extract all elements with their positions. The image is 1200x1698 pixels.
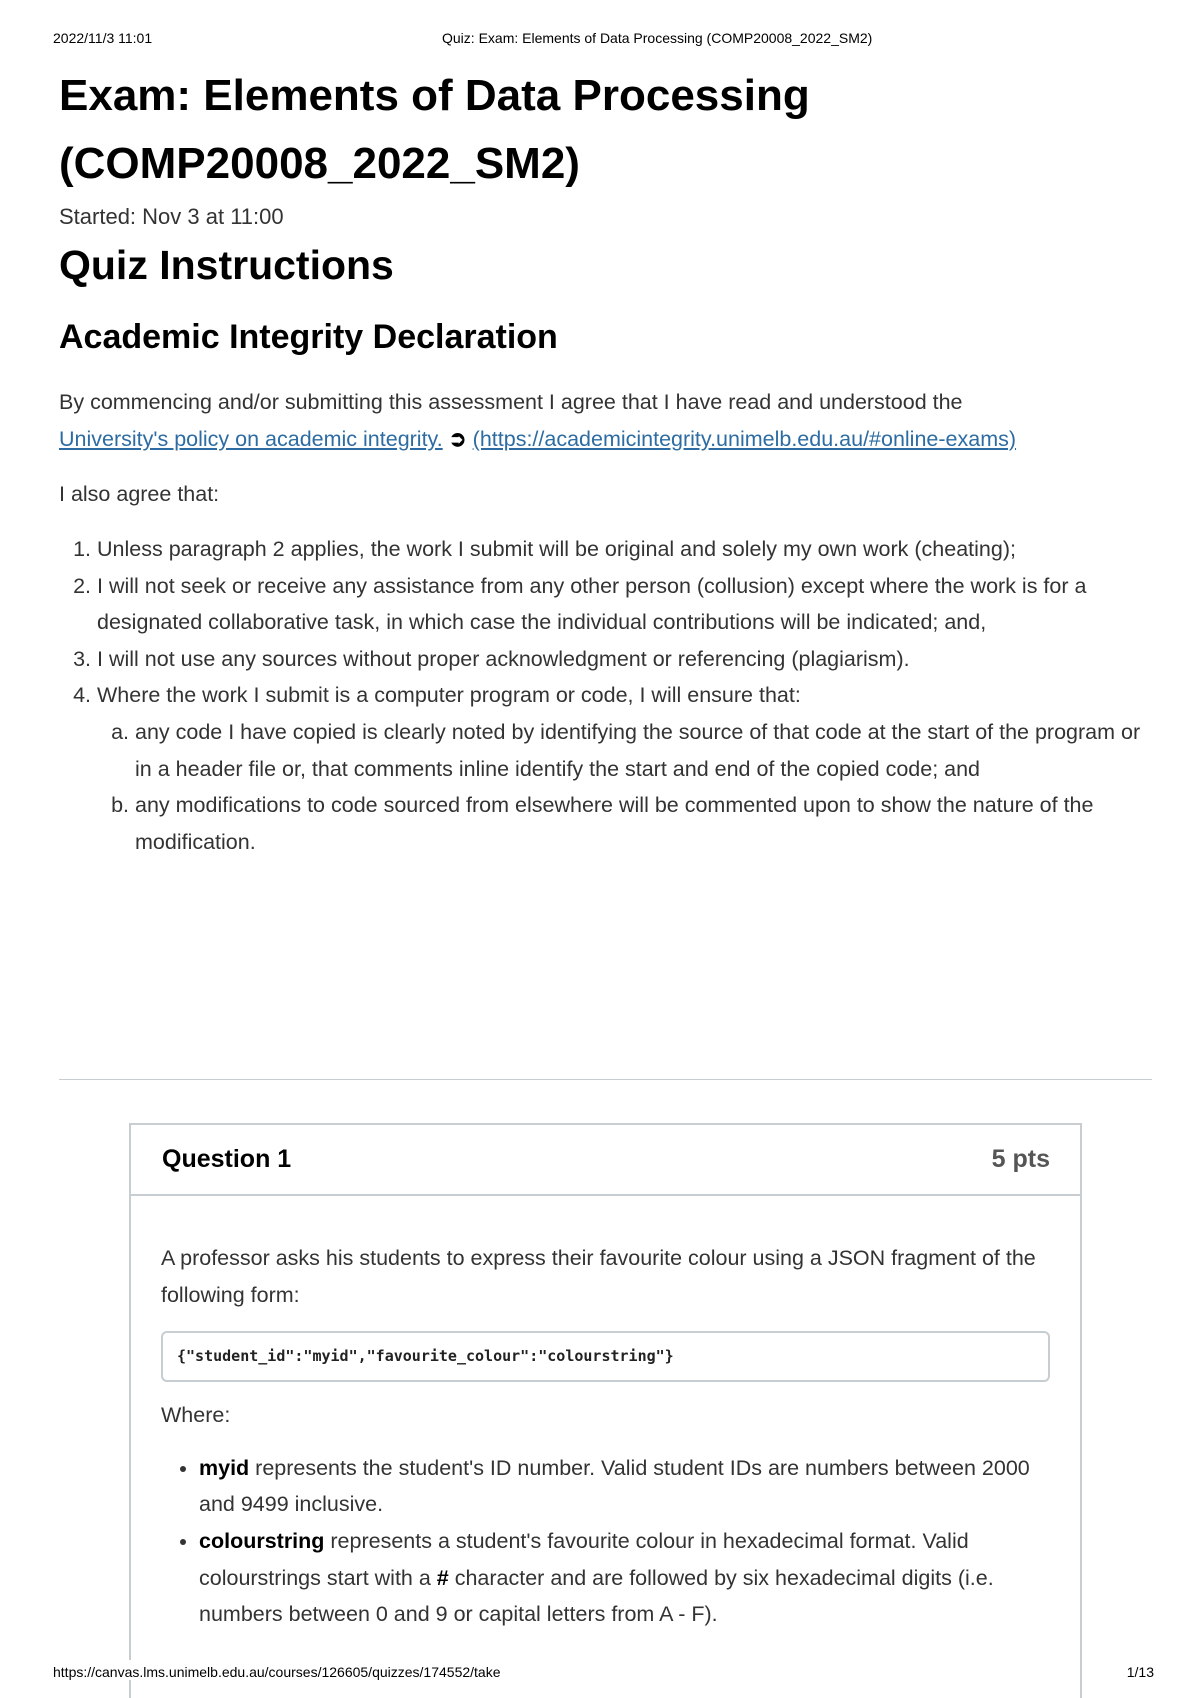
question-1-card [129,1123,1082,1698]
print-datetime: 2022/11/3 11:01 [53,30,153,46]
list-item: 2. I will not seek or receive any assistance from any other person (collusion) except where the work is for a designated collaborative task, in which case the individual contributions will be indicated; and, [97,568,1159,641]
question-title: Question 1 [162,1145,292,1173]
where-label: Where: [161,1403,231,1428]
term: colourstring [199,1528,325,1553]
declaration-heading: Academic Integrity Declaration [59,318,558,356]
print-url: https://canvas.lms.unimelb.edu.au/courses/126605/quizzes/174552/take [53,1660,501,1680]
list-item [97,677,1159,860]
agreement-list [59,531,1159,860]
print-page-title: Quiz: Exam: Elements of Data Processing (COMP20008_2022_SM2) [442,30,873,46]
also-agree: I also agree that: [59,482,220,506]
list-item-text: Where the work I submit is a computer program or code, I will ensure that: [97,683,801,708]
divider [59,1079,1152,1080]
definition-list [161,1450,1050,1633]
quiz-instructions-heading: Quiz Instructions [59,242,394,288]
page-title: Exam: Elements of Data Processing (COMP20008_2022_SM2) [59,71,810,188]
policy-url-link[interactable]: (https://academicintegrity.unimelb.edu.au/#online-exams) [472,426,1017,451]
sub-list-item: b. any modifications to code sourced from elsewhere will be commented upon to show the nature of the modification. [135,787,1159,860]
list-item [199,1523,1050,1633]
list-item [199,1450,1050,1523]
intro-paragraph [59,384,1159,457]
sub-list-item: a. any code I have copied is clearly noted by identifying the source of that code at the start of the program or in a header file or, that comments inline identify the start and end of the copied code; and [135,714,1159,787]
question-text: A professor asks his students to express their favourite colour using a JSON fragment of the following form: [161,1246,1036,1307]
question-points: 5 pts [991,1145,1050,1173]
definition: character and are followed by six hexadecimal digits (i.e. numbers between 0 and 9 or capital letters from A - F). [199,1565,994,1627]
hash-char: # [436,1565,449,1590]
print-page-number: 1/13 [1126,1664,1154,1680]
term: myid [199,1455,250,1480]
question-header [131,1125,1080,1196]
intro-text: By commencing and/or submitting this assessment I agree that I have read and understood the [59,390,963,414]
started-time: Started: Nov 3 at 11:00 [59,204,284,229]
list-item: 1. Unless paragraph 2 applies, the work I submit will be original and solely my own work (cheating); [97,531,1159,568]
definition: represents the student's ID number. Valid student IDs are numbers between 2000 and 9499 inclusive. [199,1455,1030,1517]
code-block: {"student_id":"myid","favourite_colour":"colourstring"} [161,1331,1050,1382]
external-link-icon: ➲ [448,426,467,451]
definition: represents a student's favourite colour in hexadecimal format. Valid colourstrings start with a [199,1528,969,1590]
policy-link[interactable]: University's policy on academic integrity. [59,426,443,451]
list-item: 3. I will not use any sources without proper acknowledgment or referencing (plagiarism). [97,641,1159,678]
